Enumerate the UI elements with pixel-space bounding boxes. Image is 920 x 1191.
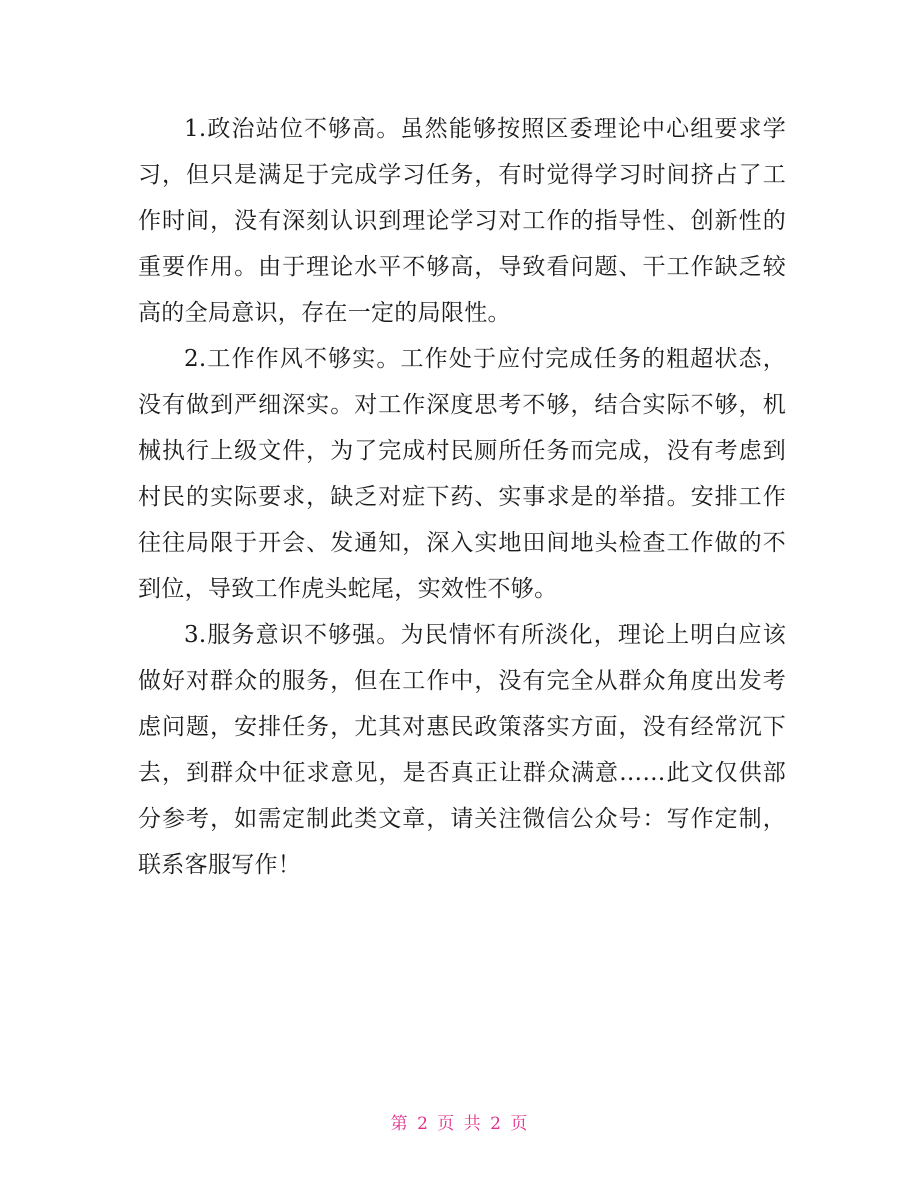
paragraph-work-style: 2.工作作风不够实。工作处于应付完成任务的粗超状态，没有做到严细深实。对工作深度思考不够，结合实际不够，机械执行上级文件，为了完成村民厕所任务而完成，没有考虑到村民的实际要求，缺乏对症下药、实事求是的举措。安排工作往往局限于开会、发通知，深入实地田间地头检查工作做的不到位，导致工作虎头蛇尾，实效性不够。 bbox=[138, 346, 786, 602]
paragraph-political-stance: 1.政治站位不够高。虽然能够按照区委理论中心组要求学习，但只是满足于完成学习任务，有时觉得学习时间挤占了工作时间，没有深刻认识到理论学习对工作的指导性、创新性的重要作用。由于理论水平不够高，导致看问题、干工作缺乏较高的全局意识，存在一定的局限性。 bbox=[138, 116, 786, 326]
paragraph-service-awareness: 3.服务意识不够强。为民情怀有所淡化，理论上明白应该做好对群众的服务，但在工作中，没有完全从群众角度出发考虑问题，安排任务，尤其对惠民政策落实方面，没有经常沉下去，到群众中征求意见，是否真正让群众满意……此文仅供部分参考，如需定制此类文章，请关注微信公众号：写作定制，联系客服写作！ bbox=[138, 622, 786, 878]
document-body bbox=[138, 106, 786, 888]
page-number-footer: 第 2 页 共 2 页 bbox=[390, 1114, 530, 1134]
